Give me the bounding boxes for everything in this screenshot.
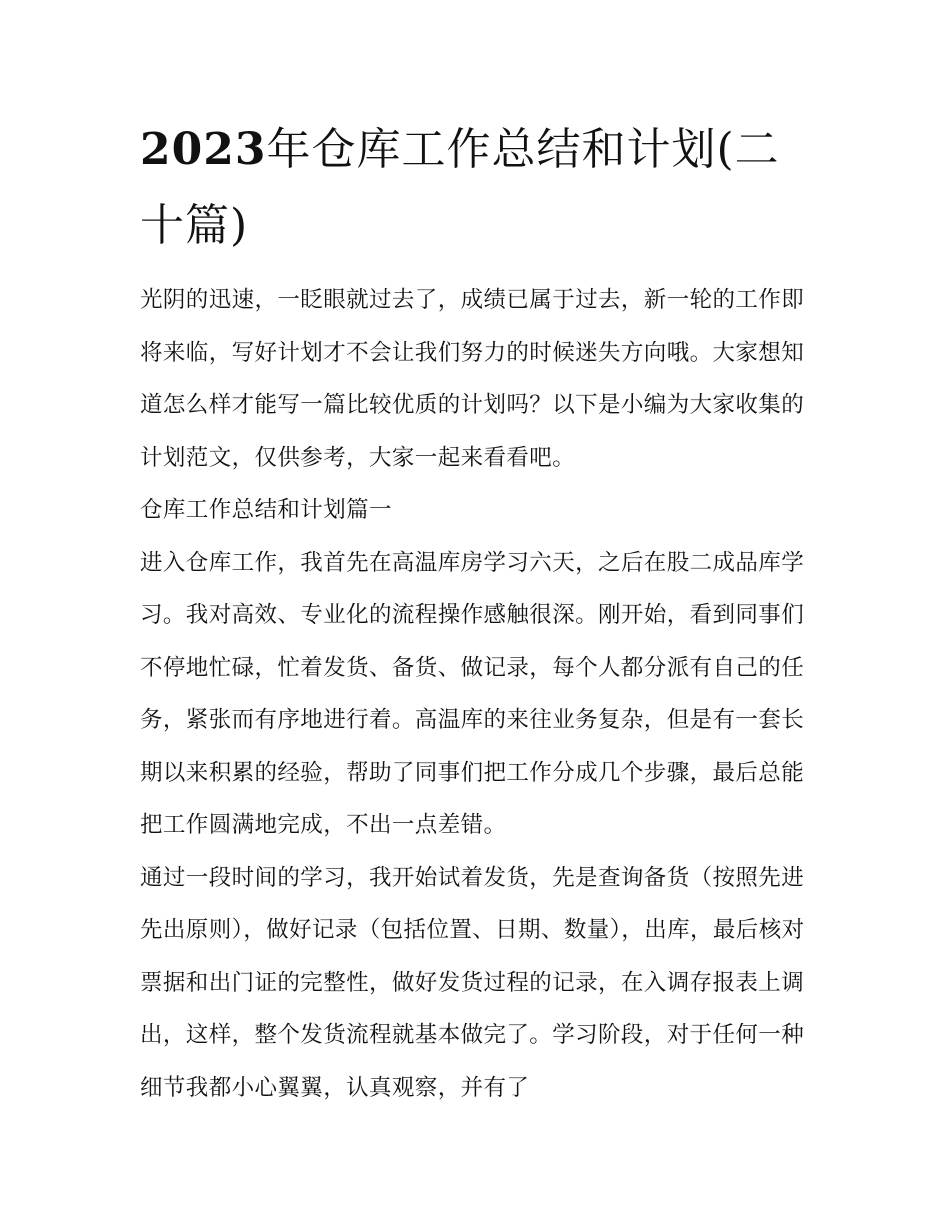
title-year: 2023	[140, 124, 267, 175]
intro-paragraph: 光阴的迅速，一眨眼就过去了，成绩已属于过去，新一轮的工作即将来临，写好计划才不会让我们努力的时候迷失方向哦。大家想知道怎么样才能写一篇比较优质的计划吗？以下是小编为大家收集的计划范文，仅供参考，大家一起来看看吧。	[140, 287, 805, 471]
title-text: 年仓库工作总结和计划(二十篇)	[140, 124, 780, 251]
section-heading: 仓库工作总结和计划篇一	[140, 497, 392, 523]
document-title	[140, 112, 820, 264]
body-paragraph: 进入仓库工作，我首先在高温库房学习六天，之后在股二成品库学习。我对高效、专业化的流程操作感触很深。刚开始，看到同事们不停地忙碌，忙着发货、备货、做记录，每个人都分派有自己的任务，紧张而有序地进行着。高温库的来往业务复杂，但是有一套长期以来积累的经验，帮助了同事们把工作分成几个步骤，最后总能把工作圆满地完成，不出一点差错。	[140, 549, 805, 838]
body-paragraph: 通过一段时间的学习，我开始试着发货，先是查询备货（按照先进先出原则），做好记录（包括位置、日期、数量），出库，最后核对票据和出门证的完整性，做好发货过程的记录，在入调存报表上调出，这样，整个发货流程就基本做完了。学习阶段，对于任何一种细节我都小心翼翼，认真观察，并有了	[140, 864, 805, 1101]
document-body	[140, 274, 820, 1114]
